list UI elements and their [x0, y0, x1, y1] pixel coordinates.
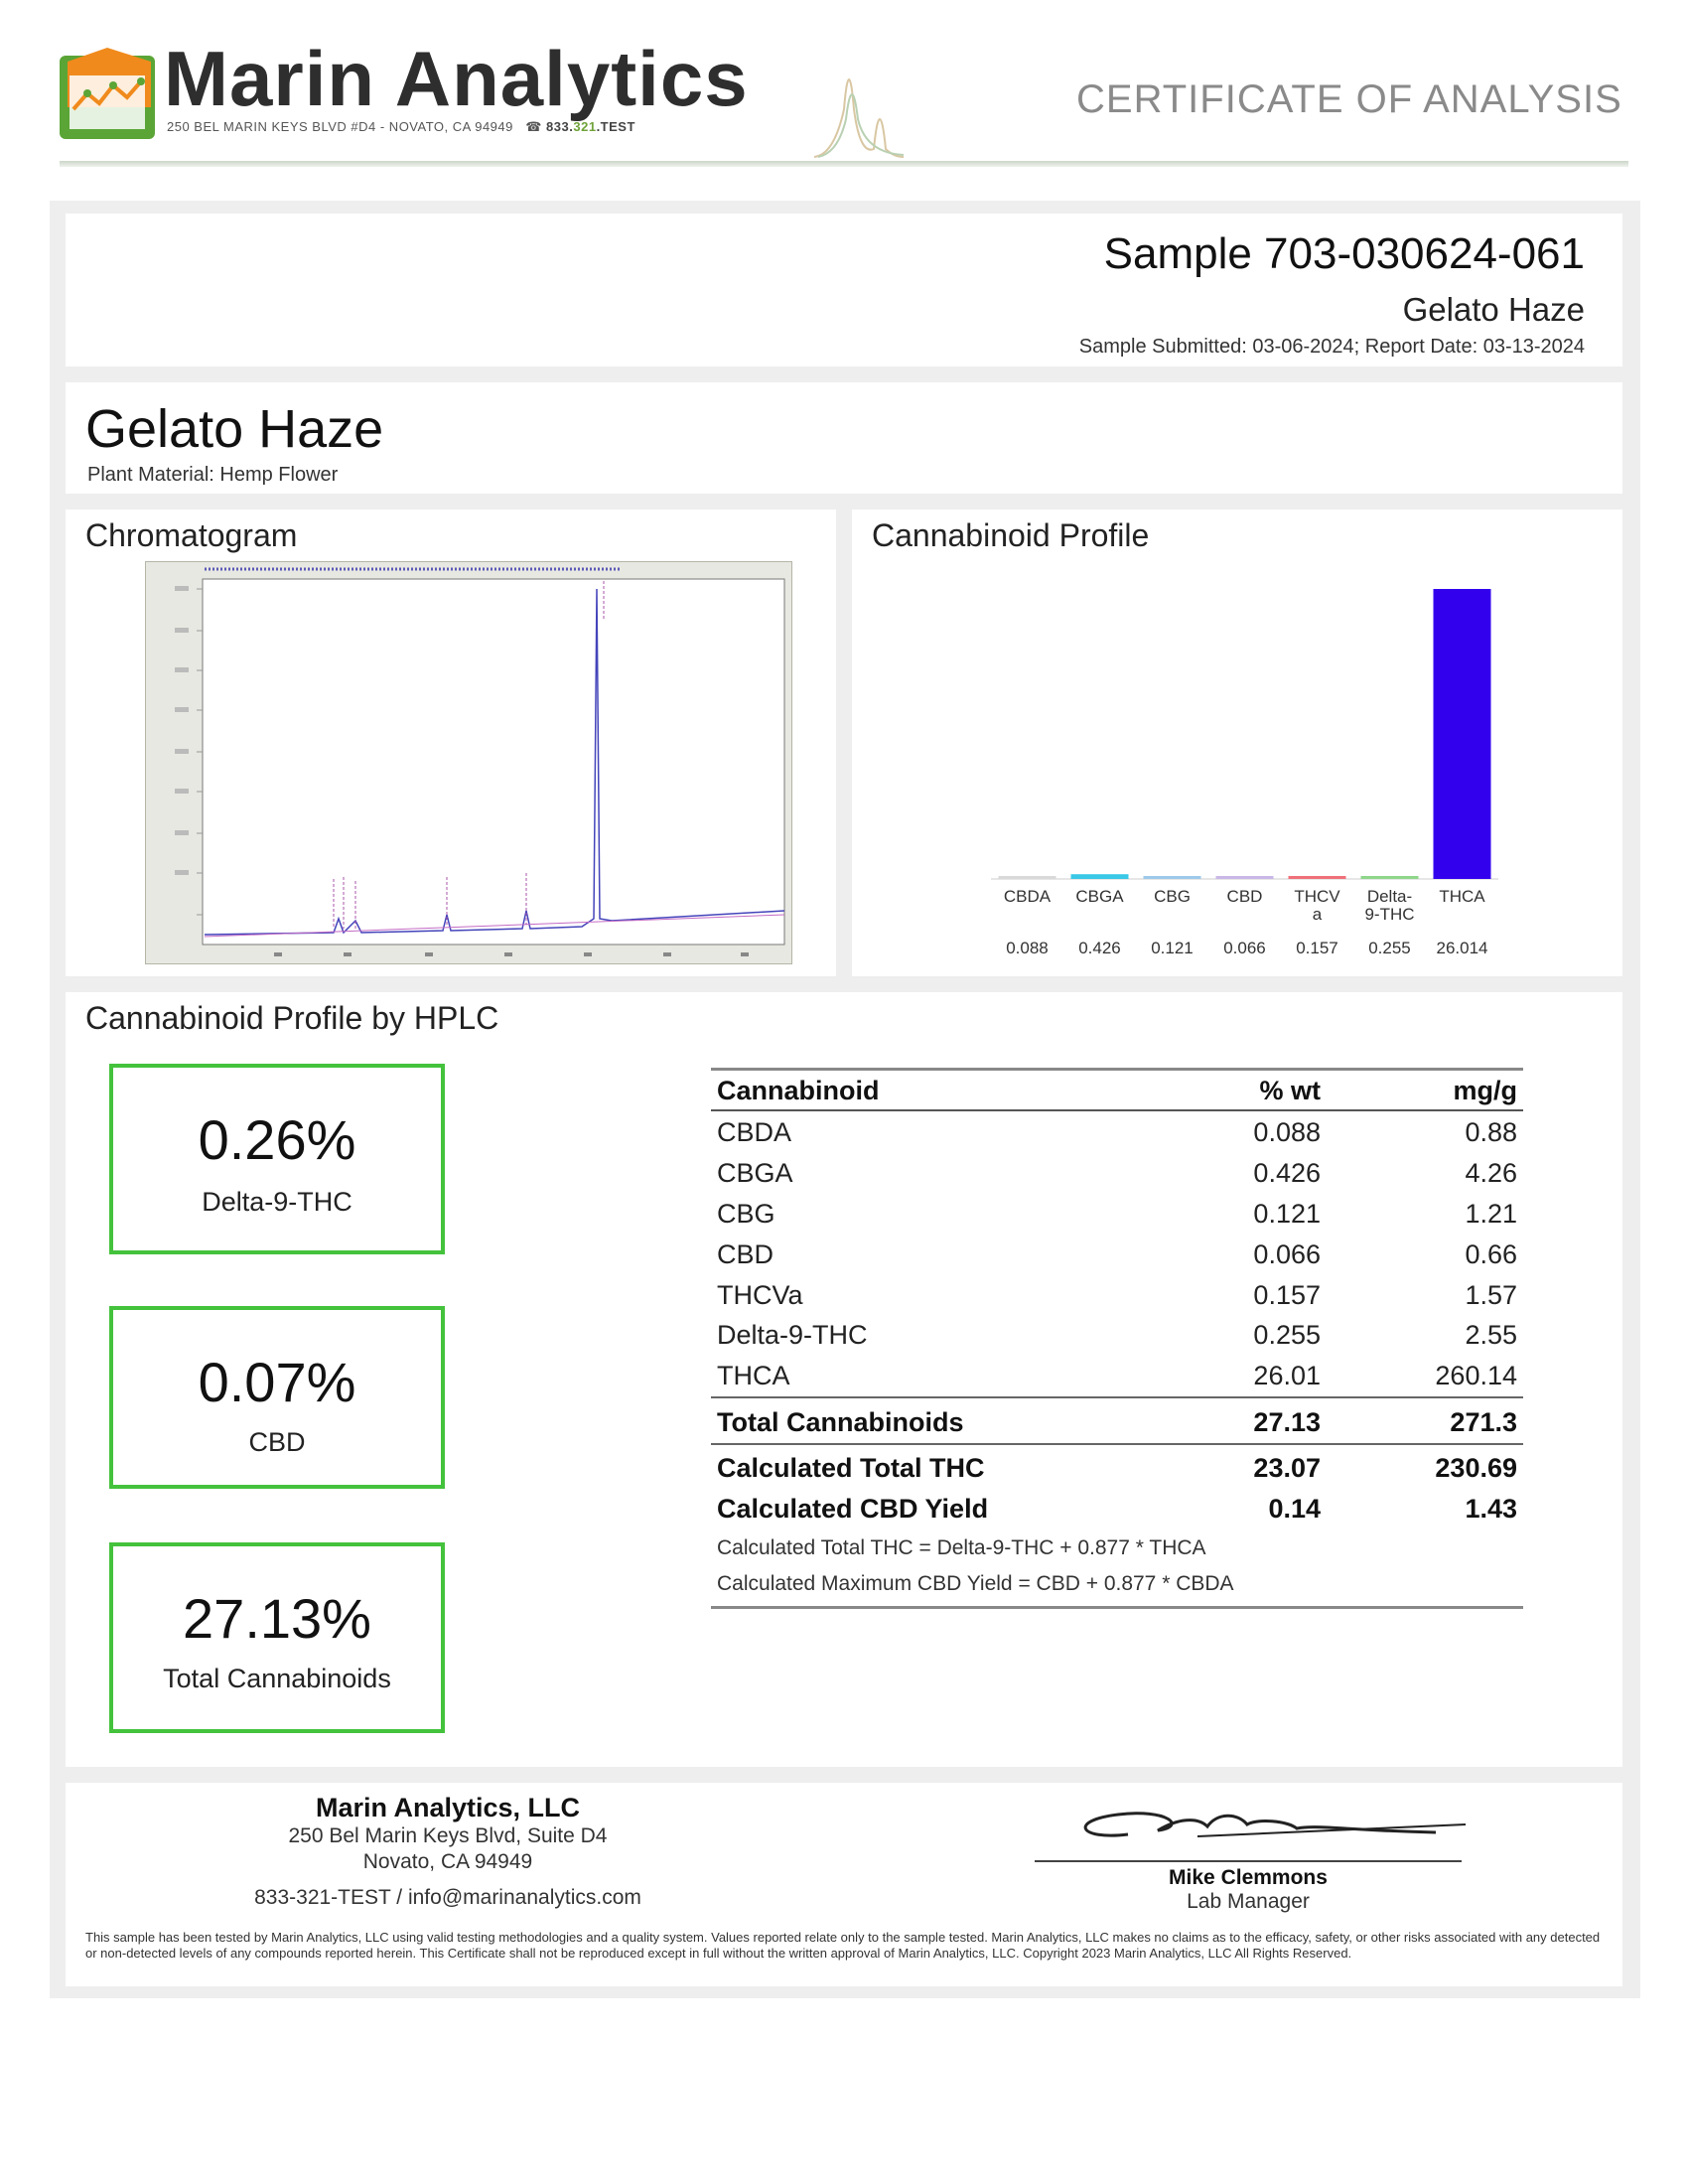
table-row-total [711, 1401, 1523, 1441]
stat-value: 0.26% [198, 1108, 356, 1171]
chromatogram-title: Chromatogram [85, 517, 298, 553]
stat-cbd [109, 1306, 445, 1489]
table-row [711, 1314, 1523, 1354]
cell-mg: 271.3 [1450, 1407, 1517, 1437]
lab-address-2: Novato, CA 94949 [362, 1850, 533, 1873]
cell-pct: 23.07 [1253, 1453, 1321, 1483]
bar-cbd [1216, 876, 1274, 879]
chromatogram-image [145, 561, 792, 969]
plant-material: Plant Material: Hemp Flower [87, 464, 339, 486]
cell-mg: 2.55 [1465, 1320, 1517, 1350]
cell-mg: 0.66 [1465, 1239, 1517, 1269]
cell-pct: 0.157 [1253, 1280, 1321, 1310]
stat-label: Delta-9-THC [202, 1187, 352, 1217]
value-label: 0.157 [1296, 939, 1338, 957]
category-label: a [1312, 905, 1323, 924]
header-pct-wt: % wt [1259, 1076, 1321, 1105]
value-label: 0.121 [1151, 939, 1194, 957]
category-label: THCV [1294, 887, 1340, 906]
hplc-panel [66, 992, 1622, 1767]
table-row [711, 1355, 1523, 1394]
cell-mg: 260.14 [1435, 1361, 1517, 1390]
signature-line [1035, 1860, 1462, 1862]
cell-name: CBG [717, 1199, 775, 1229]
phone-icon: ☎ [525, 119, 542, 134]
signer-name: Mike Clemmons [1169, 1866, 1328, 1889]
cell-name: Total Cannabinoids [717, 1407, 964, 1437]
table-total-rule [711, 1396, 1523, 1398]
brand-address: 250 BEL MARIN KEYS BLVD #D4 - NOVATO, CA 94949 [167, 119, 513, 134]
product-panel [66, 382, 1622, 494]
value-label: 26.014 [1436, 939, 1488, 957]
cell-pct: 27.13 [1253, 1407, 1321, 1437]
header-peak-graphic [814, 50, 904, 164]
cell-pct: 0.14 [1268, 1494, 1321, 1524]
header-mg-g: mg/g [1453, 1076, 1517, 1105]
company-logo [60, 48, 155, 139]
table-row-calc-thc [711, 1447, 1523, 1487]
cell-pct: 0.088 [1253, 1117, 1321, 1147]
cell-name: CBGA [717, 1158, 793, 1188]
signer-title: Lab Manager [1187, 1890, 1310, 1913]
category-label: THCA [1439, 887, 1485, 906]
cell-pct: 0.066 [1253, 1239, 1321, 1269]
stat-label: CBD [248, 1427, 306, 1457]
table-row-calc-cbd [711, 1488, 1523, 1528]
cell-mg: 4.26 [1465, 1158, 1517, 1188]
cell-pct: 26.01 [1253, 1361, 1321, 1390]
formula-total-thc: Calculated Total THC = Delta-9-THC + 0.877 * THCA [717, 1536, 1206, 1559]
table-row [711, 1234, 1523, 1273]
table-calc-rule [711, 1443, 1523, 1445]
cell-name: CBDA [717, 1117, 792, 1147]
bar-delta-9-thc [1361, 876, 1419, 879]
value-label: 0.066 [1223, 939, 1266, 957]
header-cannabinoid: Cannabinoid [717, 1076, 880, 1105]
hplc-title: Cannabinoid Profile by HPLC [85, 1000, 499, 1036]
category-label: 9-THC [1364, 905, 1415, 924]
cell-mg: 230.69 [1435, 1453, 1517, 1483]
cell-name: Delta-9-THC [717, 1320, 868, 1350]
stat-value: 27.13% [183, 1587, 371, 1650]
bar-thca [1434, 589, 1491, 879]
table-row [711, 1274, 1523, 1314]
value-label: 0.426 [1078, 939, 1121, 957]
table-row [711, 1152, 1523, 1192]
brand-address-line [167, 119, 635, 135]
value-label: 0.088 [1006, 939, 1049, 957]
sample-panel [66, 214, 1622, 366]
cell-name: Calculated Total THC [717, 1453, 985, 1483]
document-title: CERTIFICATE OF ANALYSIS [1076, 77, 1622, 121]
lab-contact: 833-321-TEST / info@marinanalytics.com [254, 1886, 641, 1909]
sample-id: Sample 703-030624-061 [1103, 229, 1585, 278]
stat-label: Total Cannabinoids [163, 1664, 391, 1693]
category-label: CBG [1154, 887, 1191, 906]
footer-panel [66, 1783, 1622, 1986]
bar-cbga [1071, 874, 1129, 879]
stat-delta9-thc [109, 1064, 445, 1254]
category-label: Delta- [1366, 887, 1413, 906]
cell-name: CBD [717, 1239, 774, 1269]
bar-thcva [1289, 876, 1346, 879]
header-divider [60, 161, 1628, 167]
category-label: CBD [1226, 887, 1263, 906]
cell-name: Calculated CBD Yield [717, 1494, 989, 1524]
disclaimer: This sample has been tested by Marin Analytics, LLC using valid testing methodologies and a quality system. Values reported relate only to the sample tested. Marin Analytics, LLC makes no claims as to the efficacy, safety, or other risks associated with any detected or non-detected levels of any compounds reported herein. This Certificate shall not be reproduced except in full without the written approval of Marin Analytics, LLC. Copyright 2023 Marin Analytics, LLC All Rights Reserved. [85, 1930, 1601, 1961]
manager-signature [1049, 1791, 1485, 1865]
cell-name: THCVa [717, 1280, 803, 1310]
profile-chart-title: Cannabinoid Profile [872, 517, 1150, 553]
bar-cbda [999, 876, 1056, 879]
cell-name: THCA [717, 1361, 790, 1390]
table-header [711, 1070, 1523, 1109]
table-bottom-rule [711, 1606, 1523, 1609]
table-row [711, 1111, 1523, 1151]
sample-dates: Sample Submitted: 03-06-2024; Report Date: 03-13-2024 [1078, 336, 1585, 358]
cell-pct: 0.255 [1253, 1320, 1321, 1350]
table-row [711, 1193, 1523, 1233]
cell-pct: 0.121 [1253, 1199, 1321, 1229]
chromatogram-panel [66, 510, 836, 976]
lab-address-1: 250 Bel Marin Keys Blvd, Suite D4 [288, 1824, 608, 1847]
cell-pct: 0.426 [1253, 1158, 1321, 1188]
stat-value: 0.07% [198, 1351, 356, 1413]
category-label: CBDA [1003, 887, 1052, 906]
cell-mg: 0.88 [1465, 1117, 1517, 1147]
cell-mg: 1.57 [1465, 1280, 1517, 1310]
bar-cbg [1144, 876, 1201, 879]
value-label: 0.255 [1368, 939, 1411, 957]
formula-cbd-yield: Calculated Maximum CBD Yield = CBD + 0.877 * CBDA [717, 1572, 1234, 1595]
cell-mg: 1.43 [1465, 1494, 1517, 1524]
lab-name: Marin Analytics, LLC [315, 1793, 581, 1822]
brand-phone: 833.321.TEST [546, 119, 635, 134]
cannabinoid-profile-panel [852, 510, 1622, 976]
profile-bar-chart [852, 510, 1622, 976]
category-label: CBGA [1075, 887, 1124, 906]
product-name: Gelato Haze [85, 399, 384, 459]
sample-name: Gelato Haze [1402, 291, 1585, 328]
cell-mg: 1.21 [1465, 1199, 1517, 1229]
stat-total-cannabinoids [109, 1542, 445, 1733]
brand-name: Marin Analytics [164, 35, 749, 122]
